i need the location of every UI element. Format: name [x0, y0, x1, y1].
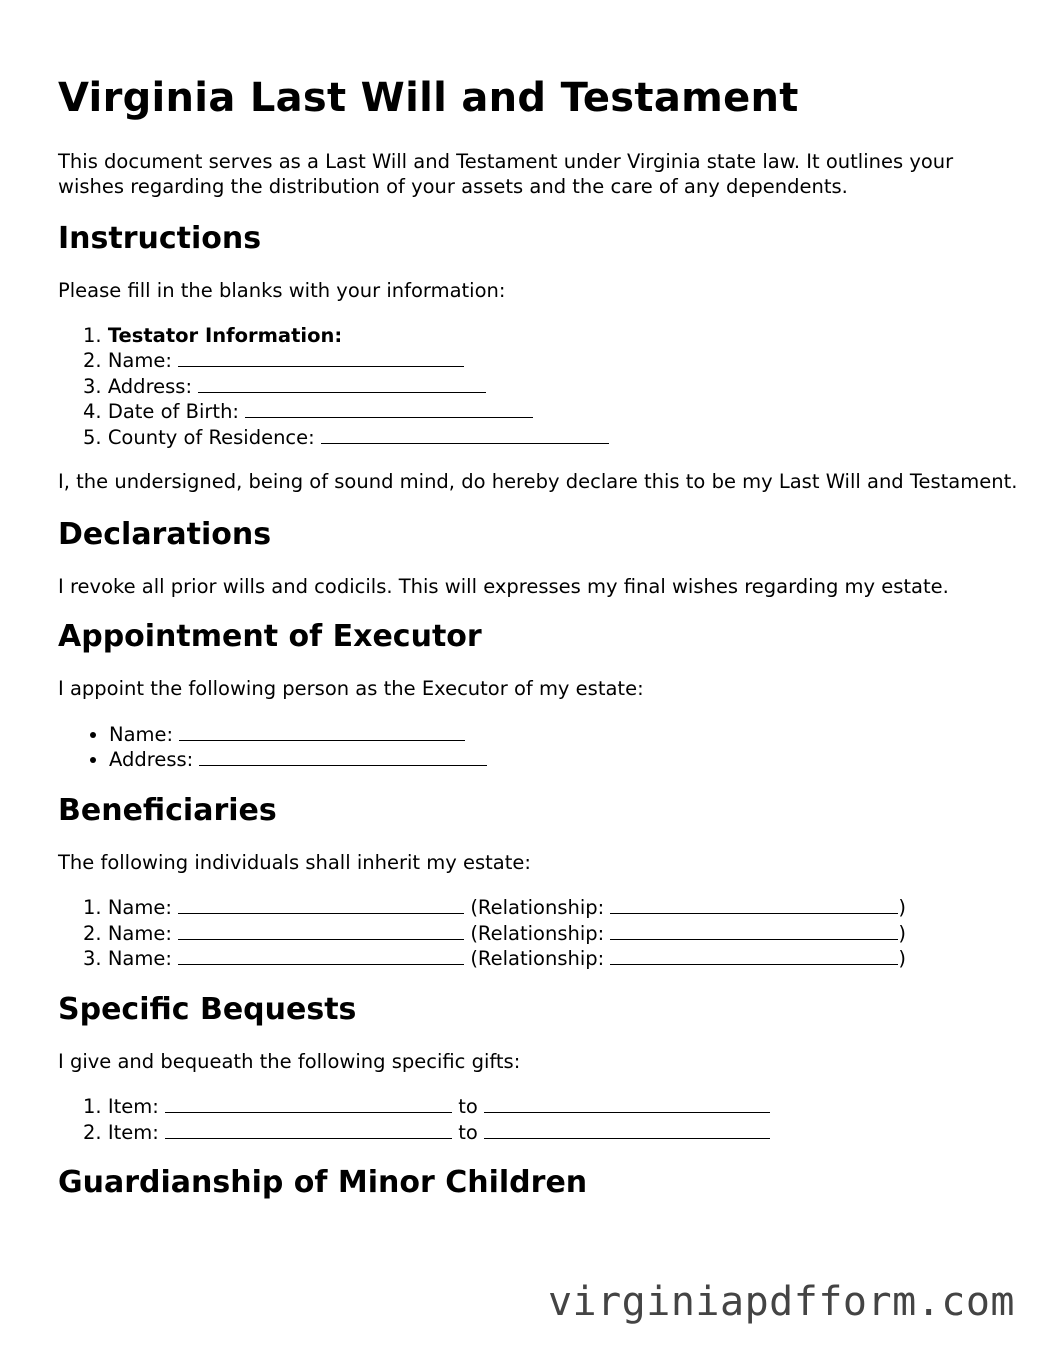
bequest-recipient-field[interactable] — [484, 1120, 770, 1139]
beneficiary-name-field[interactable] — [178, 921, 464, 940]
list-item: 4. Date of Birth: — [83, 399, 1018, 425]
list-item: 2. Name: (Relationship: ) — [83, 921, 907, 945]
list-item: 3. Name: (Relationship: ) — [83, 947, 907, 970]
testator-info-list — [58, 324, 1018, 451]
beneficiaries-list — [58, 895, 1018, 972]
executor-address-field[interactable] — [199, 747, 487, 766]
testator-address-label: Address: — [107, 374, 193, 398]
executor-name-label: Name: — [109, 722, 174, 746]
executor-list — [58, 722, 1018, 773]
page-title: Virginia Last Will and Testament — [58, 75, 799, 121]
declarations-heading: Declarations — [58, 516, 272, 552]
list-item: 2. Item: to — [83, 1120, 1018, 1146]
watermark: virginiapdfform.com — [547, 1279, 1015, 1325]
list-item: 1. Item: to — [83, 1094, 1018, 1120]
list-item: 1. Testator Information: — [83, 323, 343, 347]
declaration-paragraph: I, the undersigned, being of sound mind, do hereby declare this to be my Last Will and Testament. — [58, 470, 1018, 493]
guardianship-heading: Guardianship of Minor Children — [58, 1165, 588, 1200]
testator-county-label: County of Residence: — [107, 425, 315, 449]
list-item: 3. Address: — [83, 374, 1018, 400]
bequests-heading: Specific Bequests — [58, 991, 357, 1027]
list-item — [109, 747, 1018, 773]
beneficiaries-heading: Beneficiaries — [58, 792, 277, 828]
instructions-heading: Instructions — [58, 221, 262, 256]
testator-county-field[interactable] — [321, 425, 609, 444]
executor-name-field[interactable] — [179, 722, 465, 741]
bequest-recipient-field[interactable] — [484, 1094, 770, 1113]
executor-heading: Appointment of Executor — [58, 619, 482, 654]
beneficiary-name-field[interactable] — [178, 895, 464, 914]
testator-address-field[interactable] — [198, 374, 486, 393]
declarations-text: I revoke all prior wills and codicils. This will expresses my final wishes regarding my estate. — [58, 574, 949, 598]
testator-dob-field[interactable] — [245, 399, 533, 418]
bequests-text: I give and bequeath the following specific gifts: — [58, 1049, 521, 1073]
executor-text: I appoint the following person as the Executor of my estate: — [58, 677, 644, 700]
beneficiary-relationship-field[interactable] — [610, 895, 898, 914]
intro-paragraph: This document serves as a Last Will and Testament under Virginia state law. It outlines your wishes regarding the distribution of your assets and the care of any dependents. — [58, 150, 954, 198]
testator-info-label: Testator Information: — [107, 323, 343, 347]
executor-address-label: Address: — [109, 748, 194, 771]
testator-dob-label: Date of Birth: — [107, 400, 239, 423]
testator-name-field[interactable] — [178, 348, 464, 367]
beneficiaries-text: The following individuals shall inherit my estate: — [58, 850, 531, 874]
document-page — [58, 0, 1018, 1201]
instructions-text: Please fill in the blanks with your information: — [58, 279, 506, 302]
list-item: 5. County of Residence: — [83, 425, 1018, 451]
beneficiary-relationship-field[interactable] — [610, 921, 898, 940]
testator-name-label: Name: — [107, 349, 172, 372]
bequest-item-field[interactable] — [165, 1120, 452, 1139]
beneficiary-relationship-field[interactable] — [610, 946, 898, 965]
list-item: 1. Name: (Relationship: ) — [83, 896, 907, 919]
bequest-item-field[interactable] — [165, 1094, 452, 1113]
list-item — [109, 722, 1018, 748]
bequests-list — [58, 1094, 1018, 1145]
beneficiary-name-field[interactable] — [178, 946, 464, 965]
list-item: 2. Name: — [83, 348, 1018, 374]
